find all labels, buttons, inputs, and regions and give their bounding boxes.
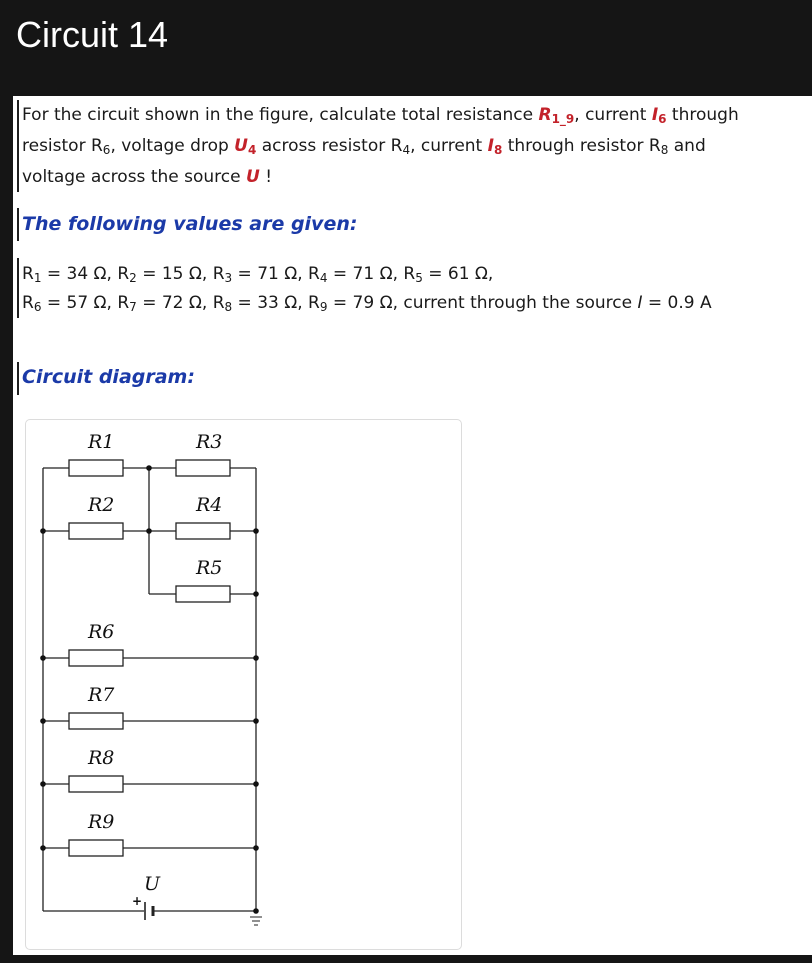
- resistor-r3: [176, 460, 230, 476]
- problem-accent-bar: [17, 100, 19, 192]
- problem-line-1: For the circuit shown in the figure, calculate total resistance $R_{1\_9}$, current $I_6$ through: [22, 105, 739, 126]
- resistor-r4: [176, 523, 230, 539]
- resistor-r7: [69, 713, 123, 729]
- resistor-r8: [69, 776, 123, 792]
- given-accent-bar: [17, 208, 19, 241]
- label-r9: R9: [88, 811, 115, 833]
- problem-line-3: voltage across the source U !: [22, 167, 273, 187]
- label-r3: R3: [196, 431, 223, 453]
- problem-line-2: resistor $R_6$, voltage drop $U_4$ across resistor $R_4$, current $I_8$ through resistor $R_8$ and: [22, 136, 706, 157]
- given-value-b-0: $R_6 = 57$ Ω,: [22, 293, 118, 314]
- resistor-r1: [69, 460, 123, 476]
- label-r7: R7: [88, 684, 115, 706]
- resistor-r9: [69, 840, 123, 856]
- resistor-r2: [69, 523, 123, 539]
- voltage-source: [145, 902, 153, 920]
- label-r5: R5: [196, 557, 223, 579]
- page-title: Circuit 14: [16, 14, 169, 55]
- given-values-line-2: $R_6 = 57$ Ω, $R_7 = 72$ Ω, $R_8 = 33$ Ω, $R_9 = 79$ Ω, current through the source I = 0.9 A: [22, 293, 712, 314]
- given-value-a-2: $R_3 = 71$ Ω,: [212, 264, 309, 285]
- label-r4: R4: [196, 494, 223, 516]
- given-value-b-2: $R_8 = 33$ Ω,: [212, 293, 309, 314]
- label-r1: R1: [88, 431, 115, 453]
- label-r2: R2: [88, 494, 115, 516]
- resistor-r6: [69, 650, 123, 666]
- label-r8: R8: [88, 747, 115, 769]
- terminal-symbol: [250, 917, 262, 925]
- diagram-accent-bar: [17, 362, 19, 395]
- given-values-line-1: [22, 264, 493, 284]
- values-accent-bar: [17, 258, 19, 318]
- given-value-b-1: $R_7 = 72$ Ω,: [117, 293, 213, 314]
- given-value-b-3: $R_9 = 79$ Ω,: [308, 293, 404, 314]
- given-value-a-0: $R_1 = 34$ Ω,: [22, 264, 118, 285]
- label-r6: R6: [88, 621, 115, 643]
- given-value-a-4: $R_5 = 61$ Ω,: [403, 264, 494, 285]
- given-heading: The following values are given:: [22, 213, 358, 235]
- resistor-r5: [176, 586, 230, 602]
- diagram-heading: Circuit diagram:: [22, 366, 195, 388]
- label-u: U: [144, 873, 161, 895]
- given-value-a-3: $R_4 = 71$ Ω,: [308, 264, 404, 285]
- given-value-a-1: $R_2 = 15$ Ω,: [117, 264, 213, 285]
- circuit-svg: [26, 420, 461, 949]
- label-plus: +: [132, 894, 143, 908]
- circuit-diagram: [25, 419, 462, 950]
